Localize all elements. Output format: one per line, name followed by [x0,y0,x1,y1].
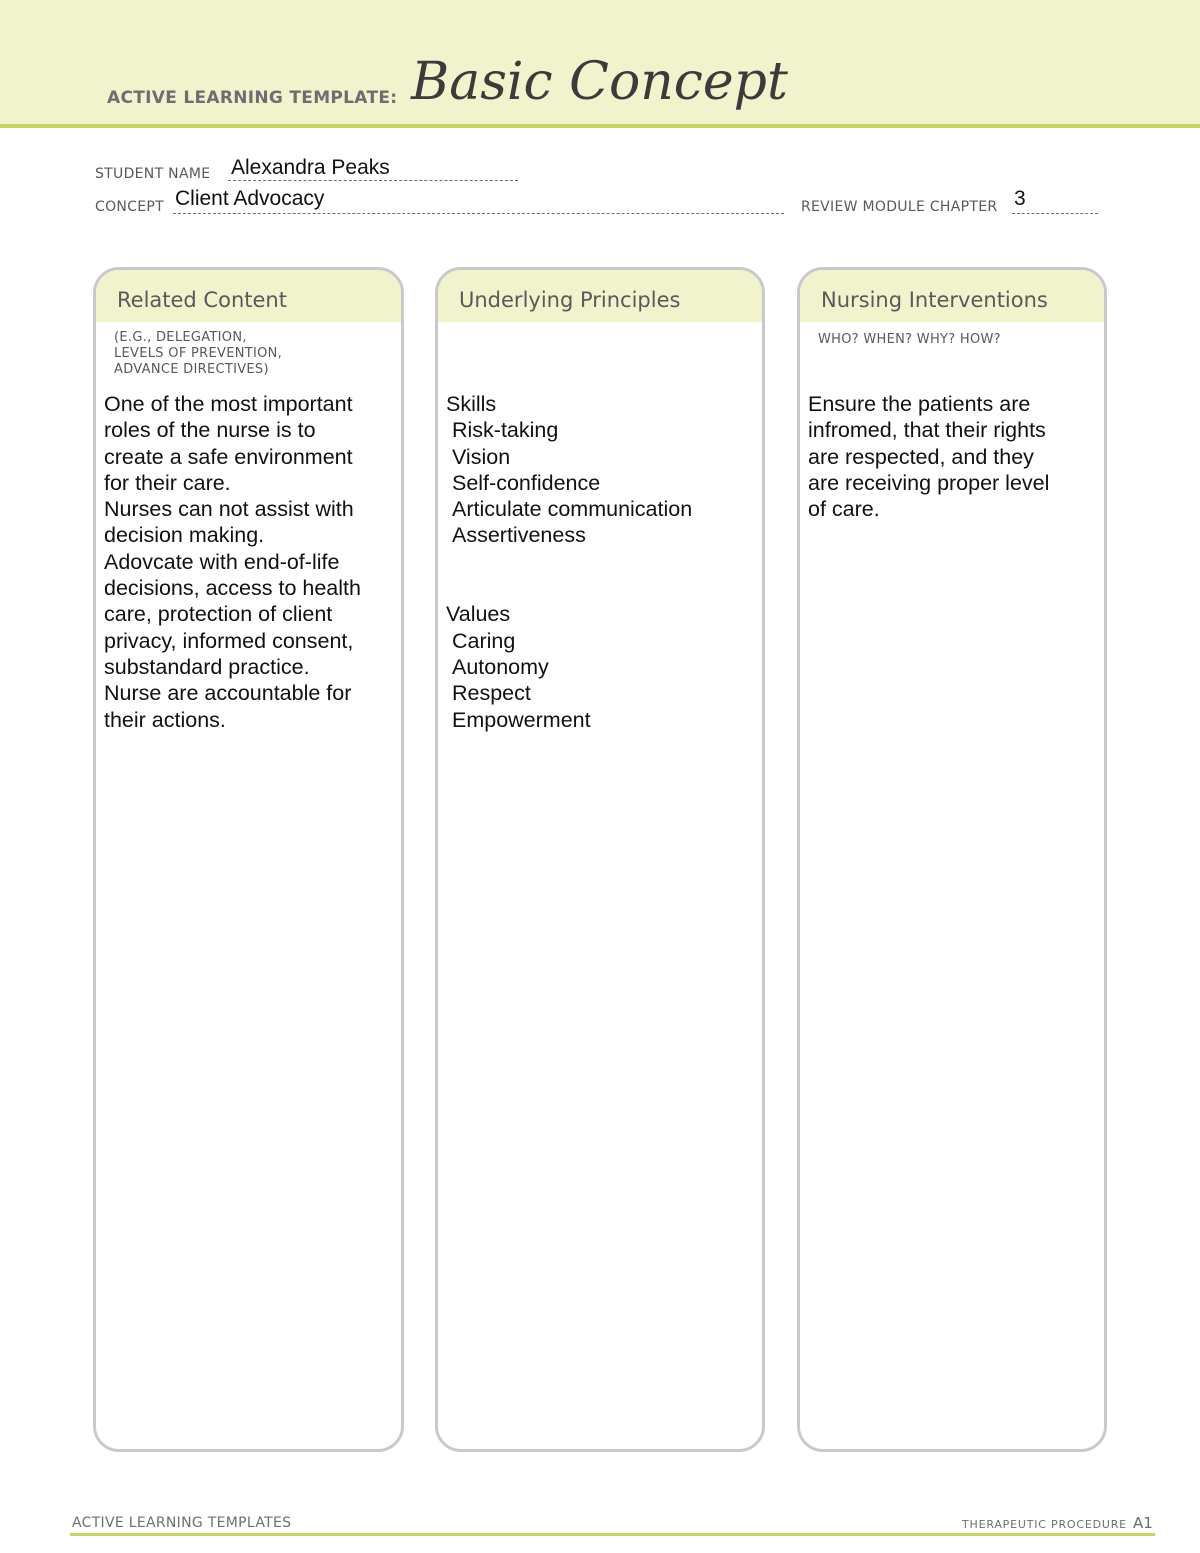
review-module-line [1012,213,1098,214]
footer-right: THERAPEUTIC PROCEDURE [962,1518,1127,1531]
underlying-principles-text[interactable]: Skills Risk-taking Vision Self-confidence Articulate communication Assertiveness Values Caring Autonomy Respect Empowerment [446,392,693,732]
student-name-line [228,180,518,181]
page-title: Basic Concept [411,52,788,112]
related-content-title: Related Content [117,288,287,312]
underlying-principles-title: Underlying Principles [459,288,681,312]
nursing-interventions-header [800,270,1104,322]
template-label: ACTIVE LEARNING TEMPLATE: [107,88,398,108]
related-content-box [93,267,404,1452]
related-content-hint: (E.G., DELEGATION, LEVELS OF PREVENTION, ADVANCE DIRECTIVES) [114,330,283,377]
concept-line [173,213,784,214]
nursing-interventions-title: Nursing Interventions [821,288,1048,312]
concept-label: CONCEPT [95,199,164,215]
page-number: A1 [1133,1514,1153,1532]
review-module-label: REVIEW MODULE CHAPTER [801,199,998,215]
student-name-field[interactable]: Alexandra Peaks [231,156,390,179]
review-module-field[interactable]: 3 [1014,187,1026,210]
nursing-interventions-text[interactable]: Ensure the patients are infromed, that their rights are respected, and they are receiving proper level of care. [808,392,1050,522]
nursing-interventions-box [797,267,1107,1452]
related-content-text[interactable]: One of the most important roles of the nurse is to create a safe environment for their care. Nurses can not assist with decision making. Adovcate with end-of-life decisions, access to health care, protection of client privacy, informed consent, substandard practice. Nurse are accountable for their actions. [104,392,361,732]
nursing-interventions-hint: WHO? WHEN? WHY? HOW? [818,332,1001,347]
related-content-header [96,270,401,322]
footer-rule [70,1533,1155,1536]
footer-left: ACTIVE LEARNING TEMPLATES [72,1515,292,1531]
header-rule [0,124,1200,128]
underlying-principles-header [438,270,762,322]
underlying-principles-box [435,267,765,1452]
student-name-label: STUDENT NAME [95,166,211,182]
concept-field[interactable]: Client Advocacy [175,187,325,210]
